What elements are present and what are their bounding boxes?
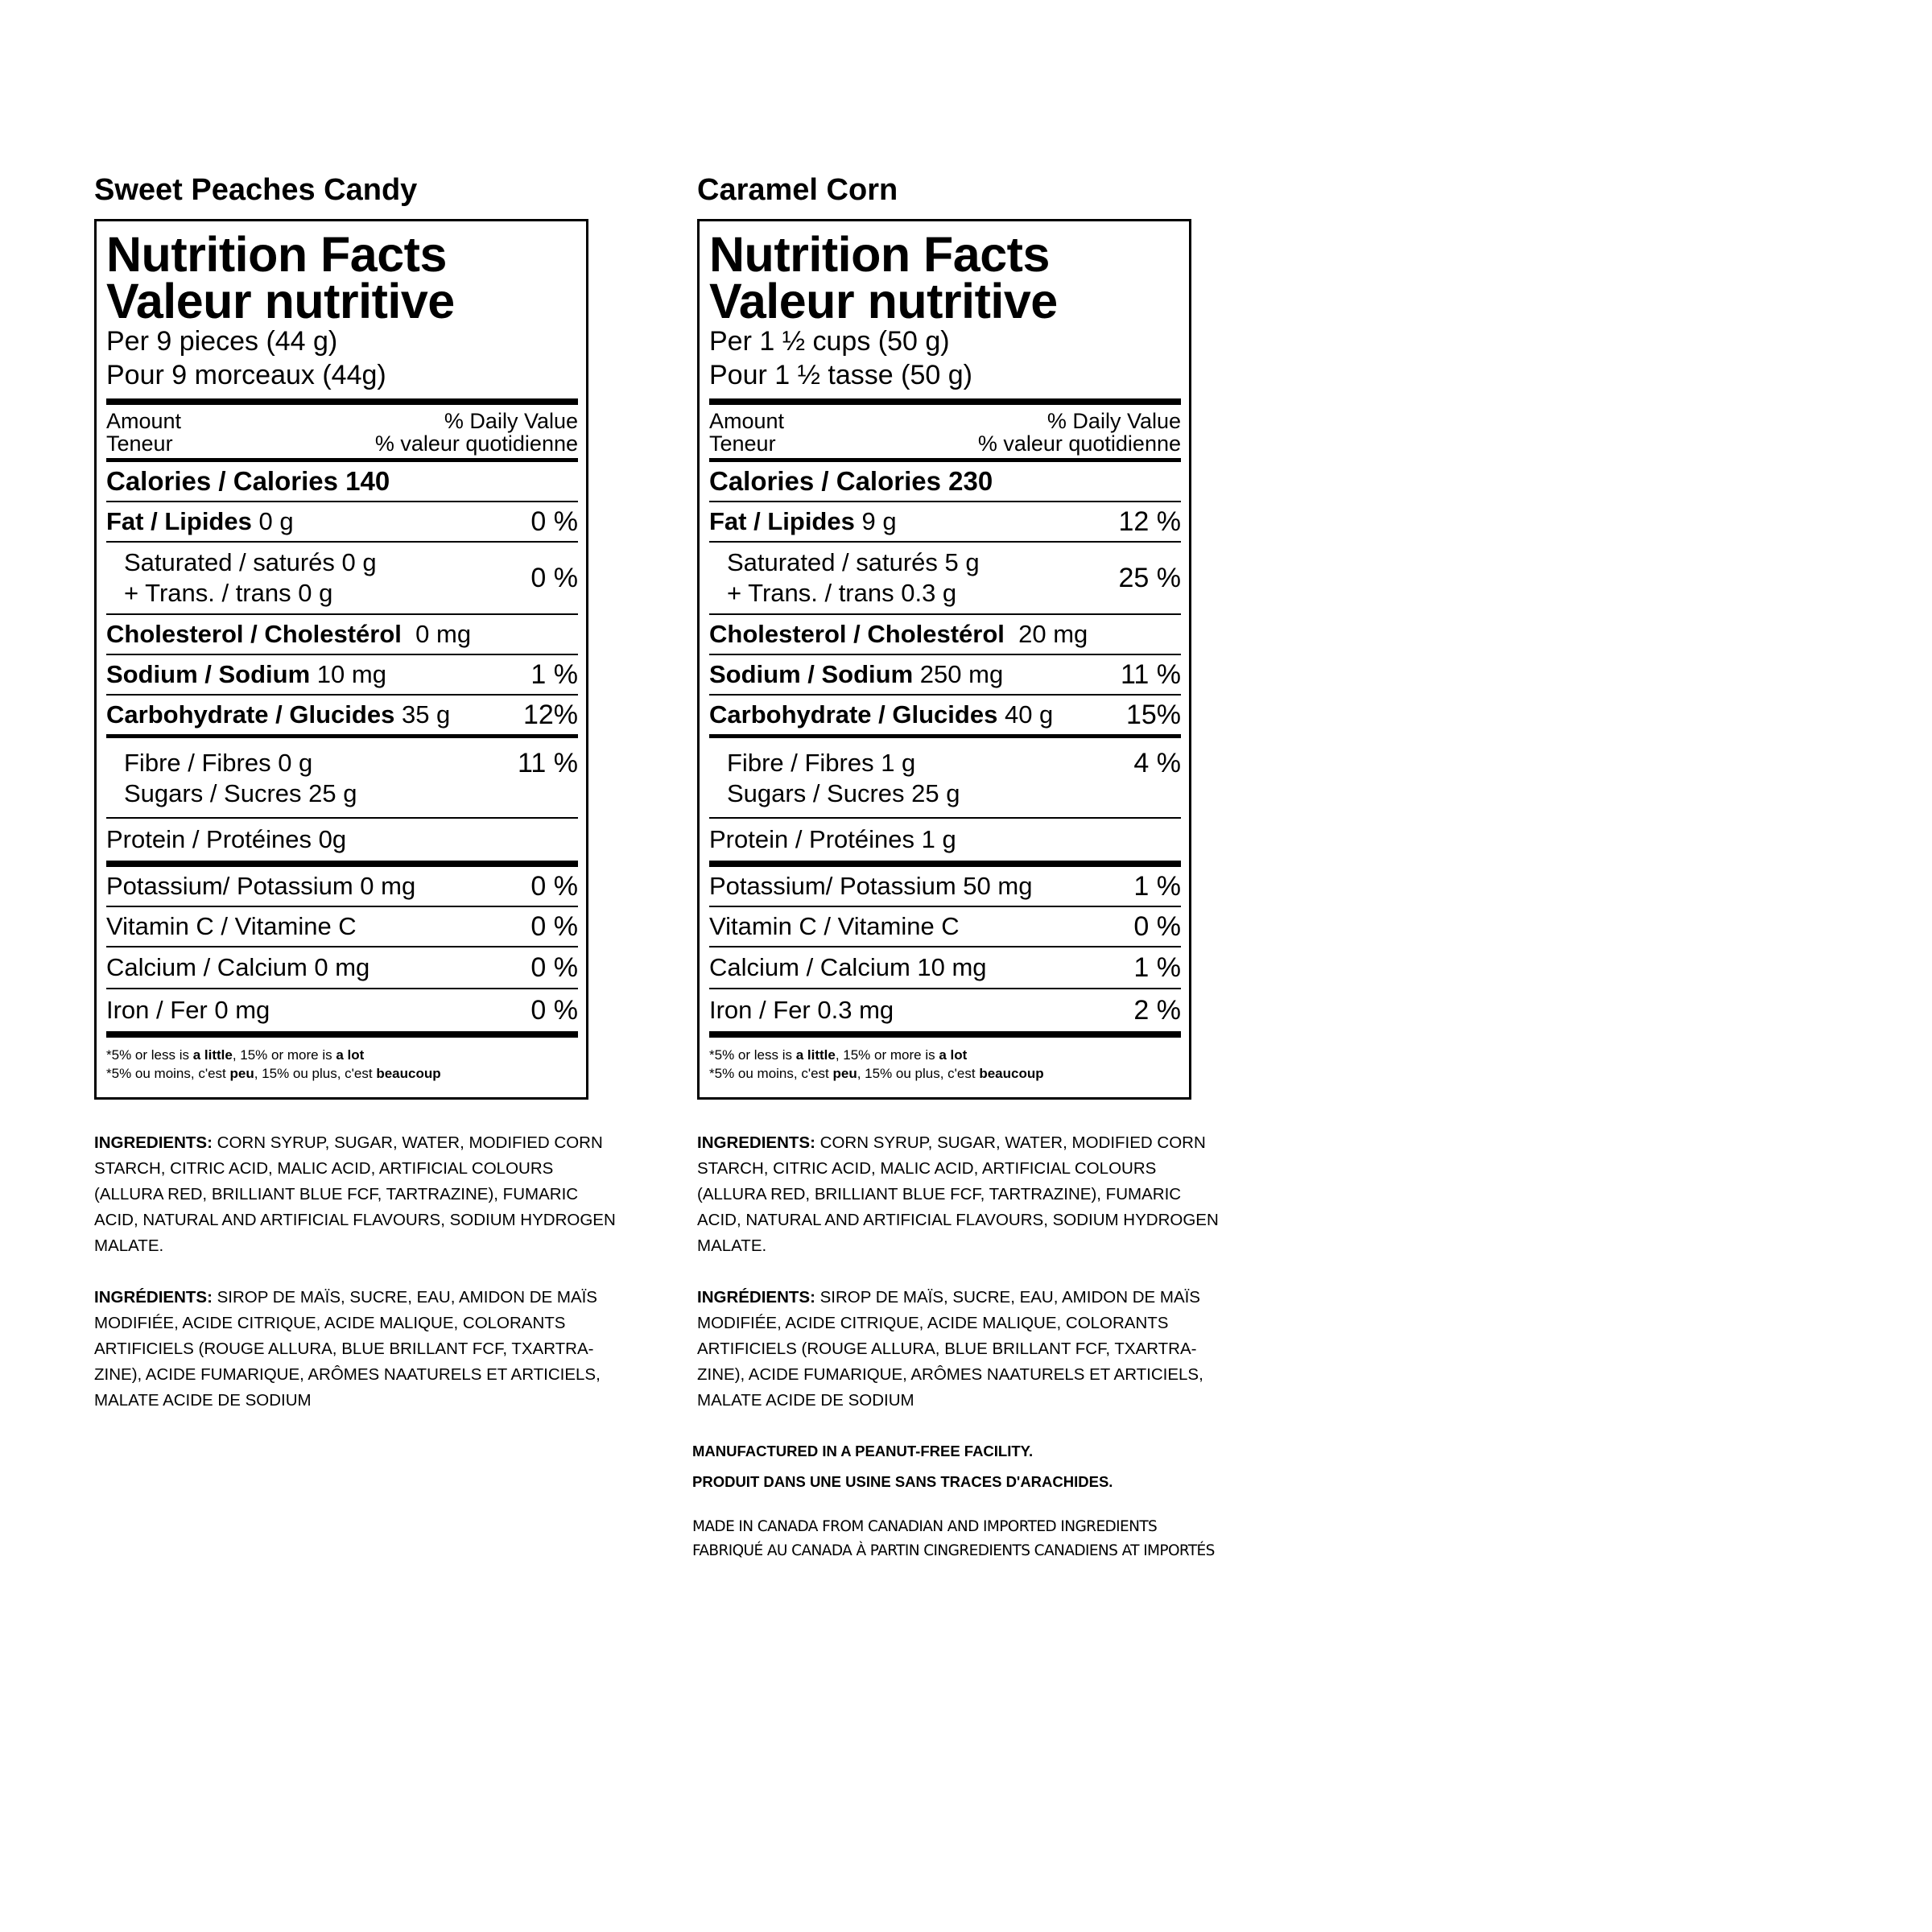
iron-row: [709, 989, 1181, 1031]
cholesterol-amount: 20 mg: [1018, 620, 1088, 648]
fat-amount: 9 g: [861, 507, 897, 535]
calcium-text: Calcium / Calcium 0 mg: [106, 953, 370, 981]
trans-text: + Trans. / trans 0 g: [124, 579, 333, 607]
cholesterol-label: Cholesterol / Cholestérol: [709, 620, 1005, 648]
saturated-trans-row: [106, 543, 578, 613]
sodium-amount: 250 mg: [919, 660, 1004, 688]
iron-text: Iron / Fer 0.3 mg: [709, 996, 894, 1024]
carbohydrate-percent: 12%: [522, 700, 578, 730]
vitamin-c-row: [106, 907, 578, 946]
carbohydrate-label: Carbohydrate / Glucides: [709, 700, 998, 729]
carbohydrate-label: Carbohydrate / Glucides: [106, 700, 395, 729]
calcium-percent: 1 %: [1133, 952, 1181, 983]
daily-value-footnote: *5% or less is a little, 15% or more is a lot *5% ou moins, c'est peu, 15% ou plus, c'est beaucoup: [106, 1047, 441, 1081]
saturated-text: Saturated / saturés 5 g: [727, 548, 980, 576]
ingredients-fr: INGRÉDIENTS: SIROP DE MAÏS, SUCRE, EAU, AMIDON DE MAÏS MODIFIÉE, ACIDE CITRIQUE, ACIDE MALIQUE, COLORANTS ARTIFICIELS (ROUGE ALLURA, BLUE BRILLANT FCF, TXARTRA-ZINE), ACIDE FUMARIQUE, ARÔMES NAATURELS ET ARTICIELS, MALATE ACIDE DE SODIUM: [697, 1288, 1203, 1410]
daily-value-label-fr: % valeur quotidienne: [977, 431, 1181, 456]
potassium-text: Potassium/ Potassium 0 mg: [106, 872, 416, 900]
saturated-text: Saturated / saturés 0 g: [124, 548, 377, 576]
ingredients-block: [94, 1130, 625, 1414]
sodium-percent: 11 %: [1121, 659, 1181, 690]
fibre-text: Fibre / Fibres 0 g: [124, 749, 313, 777]
protein-text: Protein / Protéines 0g: [106, 825, 347, 853]
carbohydrate-row: [709, 696, 1181, 734]
amount-label-en: Amount: [709, 409, 785, 433]
ingredients-en: INGREDIENTS: CORN SYRUP, SUGAR, WATER, MODIFIED CORN STARCH, CITRIC ACID, MALIC ACID, ARTIFICIAL COLOURS (ALLURA RED, BRILLIANT BLUE FCF, TARTRAZINE), FUMARIC ACID, NATURAL AND ARTIFICIAL FLAVOURS, SODIUM HYDROGEN MALATE.: [697, 1133, 1219, 1255]
vitamin-c-percent: 0 %: [1133, 911, 1181, 942]
nutrition-facts-label: [94, 219, 588, 1100]
calories-row: [709, 462, 1181, 501]
fat-row: [106, 502, 578, 541]
potassium-row: [709, 867, 1181, 906]
amount-label-fr: Teneur: [709, 431, 776, 456]
protein-text: Protein / Protéines 1 g: [709, 825, 956, 853]
potassium-percent: 1 %: [1133, 871, 1181, 902]
iron-percent: 0 %: [530, 995, 578, 1026]
carbohydrate-row: [106, 696, 578, 734]
cholesterol-row: [106, 615, 578, 654]
carbohydrate-percent: 15%: [1125, 700, 1181, 730]
fat-label: Fat / Lipides: [106, 507, 252, 535]
made-in-canada-en: MADE IN CANADA FROM CANADIAN AND IMPORTED INGREDIENTS: [692, 1518, 1158, 1535]
fibre-percent: 11 %: [518, 748, 578, 778]
made-in-canada-fr: FABRIQUÉ AU CANADA À PARTIN CINGREDIENTS CANADIENS AT IMPORTÉS: [692, 1542, 1215, 1559]
product-panel-sweet-peaches: [94, 161, 625, 1439]
sugars-text: Sugars / Sucres 25 g: [124, 779, 357, 807]
daily-value-label-en: % Daily Value: [1046, 409, 1181, 433]
fibre-sugars-row: [709, 738, 1181, 817]
fibre-text: Fibre / Fibres 1 g: [727, 749, 916, 777]
sodium-amount: 10 mg: [316, 660, 386, 688]
cholesterol-amount: 0 mg: [415, 620, 472, 648]
calories-text: Calories / Calories 230: [709, 466, 993, 496]
amount-label-fr: Teneur: [106, 431, 173, 456]
potassium-text: Potassium/ Potassium 50 mg: [709, 872, 1033, 900]
serving-size-en: Per 9 pieces (44 g): [106, 326, 338, 357]
fibre-sugars-row: [106, 738, 578, 817]
iron-text: Iron / Fer 0 mg: [106, 996, 270, 1024]
product-panel-caramel-corn: [697, 161, 1228, 1439]
facility-statements: [692, 1436, 1256, 1563]
amount-label-en: Amount: [106, 409, 182, 433]
fat-row: [709, 502, 1181, 541]
fibre-percent: 4 %: [1133, 748, 1181, 778]
amount-header: [106, 405, 578, 458]
sodium-label: Sodium / Sodium: [106, 660, 311, 688]
calcium-row: [709, 947, 1181, 988]
fat-amount: 0 g: [258, 507, 294, 535]
serving-size-en: Per 1 ½ cups (50 g): [709, 326, 950, 357]
peanut-free-en: MANUFACTURED IN A PEANUT-FREE FACILITY.: [692, 1443, 1034, 1459]
trans-text: + Trans. / trans 0.3 g: [727, 579, 957, 607]
fat-label: Fat / Lipides: [709, 507, 855, 535]
calories-text: Calories / Calories 140: [106, 466, 390, 496]
fat-percent: 12 %: [1118, 506, 1181, 537]
nutrition-facts-title: Nutrition Facts: [709, 227, 1050, 282]
sodium-row: [106, 655, 578, 694]
sodium-label: Sodium / Sodium: [709, 660, 914, 688]
daily-value-footnote: *5% or less is a little, 15% or more is a lot *5% ou moins, c'est peu, 15% ou plus, c'est beaucoup: [709, 1047, 1044, 1081]
saturated-percent: 25 %: [1118, 563, 1181, 593]
sodium-percent: 1 %: [530, 659, 578, 690]
potassium-percent: 0 %: [530, 871, 578, 902]
amount-header: [709, 405, 1181, 458]
daily-value-label-en: % Daily Value: [444, 409, 578, 433]
ingredients-en: INGREDIENTS: CORN SYRUP, SUGAR, WATER, MODIFIED CORN STARCH, CITRIC ACID, MALIC ACID, ARTIFICIAL COLOURS (ALLURA RED, BRILLIANT BLUE FCF, TARTRAZINE), FUMARIC ACID, NATURAL AND ARTIFICIAL FLAVOURS, SODIUM HYDROGEN MALATE.: [94, 1133, 616, 1255]
sugars-text: Sugars / Sucres 25 g: [727, 779, 960, 807]
calcium-text: Calcium / Calcium 10 mg: [709, 953, 987, 981]
cholesterol-row: [709, 615, 1181, 654]
serving-size-fr: Pour 1 ½ tasse (50 g): [709, 360, 972, 390]
nutrition-facts-title: Nutrition Facts: [106, 227, 447, 282]
vitamin-c-text: Vitamin C / Vitamine C: [709, 912, 960, 940]
iron-percent: 2 %: [1133, 995, 1181, 1026]
protein-row: [106, 819, 578, 861]
vitamin-c-text: Vitamin C / Vitamine C: [106, 912, 357, 940]
calcium-row: [106, 947, 578, 988]
serving-size-fr: Pour 9 morceaux (44g): [106, 360, 386, 390]
vitamin-c-percent: 0 %: [530, 911, 578, 942]
vitamin-c-row: [709, 907, 1181, 946]
nutrition-facts-label: [697, 219, 1191, 1100]
fat-percent: 0 %: [530, 506, 578, 537]
product-name: Caramel Corn: [697, 173, 898, 207]
product-name: Sweet Peaches Candy: [94, 173, 418, 207]
valeur-nutritive-title: Valeur nutritive: [106, 274, 455, 328]
sodium-row: [709, 655, 1181, 694]
ingredients-block: [697, 1130, 1228, 1414]
daily-value-label-fr: % valeur quotidienne: [374, 431, 578, 456]
carbohydrate-amount: 35 g: [401, 700, 451, 729]
saturated-trans-row: [709, 543, 1181, 613]
potassium-row: [106, 867, 578, 906]
saturated-percent: 0 %: [530, 563, 578, 593]
valeur-nutritive-title: Valeur nutritive: [709, 274, 1058, 328]
iron-row: [106, 989, 578, 1031]
cholesterol-label: Cholesterol / Cholestérol: [106, 620, 402, 648]
ingredients-fr: INGRÉDIENTS: SIROP DE MAÏS, SUCRE, EAU, AMIDON DE MAÏS MODIFIÉE, ACIDE CITRIQUE, ACIDE MALIQUE, COLORANTS ARTIFICIELS (ROUGE ALLURA, BLUE BRILLANT FCF, TXARTRA-ZINE), ACIDE FUMARIQUE, ARÔMES NAATURELS ET ARTICIELS, MALATE ACIDE DE SODIUM: [94, 1288, 601, 1410]
peanut-free-fr: PRODUIT DANS UNE USINE SANS TRACES D'ARACHIDES.: [692, 1473, 1113, 1490]
protein-row: [709, 819, 1181, 861]
calories-row: [106, 462, 578, 501]
calcium-percent: 0 %: [530, 952, 578, 983]
carbohydrate-amount: 40 g: [1004, 700, 1054, 729]
